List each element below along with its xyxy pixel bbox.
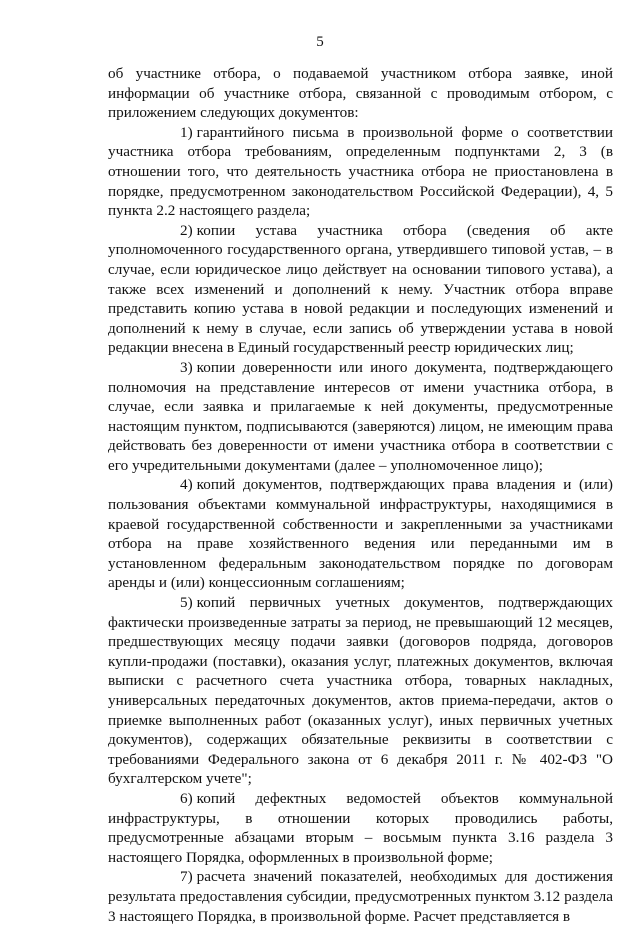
list-item-text: копии доверенности или иного документа, подтверждающего полномочия на представление интересов от имени участника отбора, в случае, если заявка и прилагаемые к ней документы, предусмотренные настоящим пунктом, подписываются (заверяются) лицом, не имеющим права действовать без доверенности от имени участника отбора в соответствии с его учредительными документами (далее – уполномоченное лицо); bbox=[108, 358, 613, 474]
list-item-text: копий дефектных ведомостей объектов коммунальной инфраструктуры, в отношении которых проводились работы, предусмотренные абзацами вторым – восьмым пункта 3.16 раздела 3 настоящего Порядка, оформленных в произвольной форме; bbox=[108, 789, 613, 866]
document-body bbox=[108, 64, 613, 926]
list-item-text: копий документов, подтверждающих права владения и (или) пользования объектами коммунальной инфраструктуры, находящимися в краевой государственной собственности и закрепленными за участниками отбора на праве хозяйственного ведения или переданными им в установленном федеральным законодательством порядке по договорам аренды и (или) концессионным соглашениям; bbox=[108, 476, 613, 592]
list-item-number: 5) bbox=[180, 594, 193, 612]
list-item-number: 2) bbox=[180, 221, 193, 239]
list-item-number: 4) bbox=[180, 476, 193, 494]
list-item-text: гарантийного письма в произвольной форме о соответствии участника отбора требованиям, определенным подпунктами 2, 3 (в отношении того, что деятельность участника отбора не приостановлена в порядке, предусмотренном законодательством Российской Федерации), 4, 5 пункта 2.2 настоящего раздела; bbox=[108, 123, 613, 220]
list-item-2 bbox=[108, 221, 613, 358]
list-item-7 bbox=[108, 867, 613, 926]
page-number: 5 bbox=[316, 34, 324, 50]
list-item-3 bbox=[108, 358, 613, 476]
list-item-text: копии устава участника отбора (сведения об акте уполномоченного государственного органа, утвердившего типовой устав, – в случае, если юридическое лицо действует на основании типового устава), а также всех изменений и дополнений к нему. Участник отбора вправе представить копию устава в новой редакции и последующих изменений и дополнений к нему в случае, если запись об утверждении устава в новой редакции внесена в Единый государственный реестр юридических лиц; bbox=[108, 221, 613, 357]
list-item-number: 7) bbox=[180, 868, 193, 886]
list-item-number: 6) bbox=[180, 789, 193, 807]
list-item-1 bbox=[108, 123, 613, 221]
list-item-number: 1) bbox=[180, 123, 193, 141]
intro-paragraph: об участнике отбора, о подаваемой участником отбора заявке, иной информации об участнике отбора, связанной с проводимым отбором, с приложением следующих документов: bbox=[108, 65, 613, 122]
list-item-text: расчета значений показателей, необходимых для достижения результата предоставления субсидии, предусмотренных пунктом 3.12 раздела 3 настоящего Порядка, в произвольной форме. Расчет представляется в bbox=[108, 868, 613, 925]
list-item-4 bbox=[108, 475, 613, 593]
list-item-5 bbox=[108, 593, 613, 789]
list-item-6 bbox=[108, 789, 613, 867]
list-item-number: 3) bbox=[180, 358, 193, 376]
list-item-text: копий первичных учетных документов, подтверждающих фактически произведенные затраты за период, не превышающий 12 месяцев, предшествующих месяцу подачи заявки (договоров подряда, договоров купли-продажи (поставки), оказания услуг, платежных документов, включая выписки с расчетного счета участника отбора, товарных накладных, универсальных передаточных документов, актов приема-передачи, актов о приемке выполненных работ (оказанных услуг), иных первичных учетных документов), содержащих обязательные реквизиты в соответствии с требованиями Федерального закона от 6 декабря 2011 г. № 402-ФЗ "О бухгалтерском учете"; bbox=[108, 594, 613, 788]
